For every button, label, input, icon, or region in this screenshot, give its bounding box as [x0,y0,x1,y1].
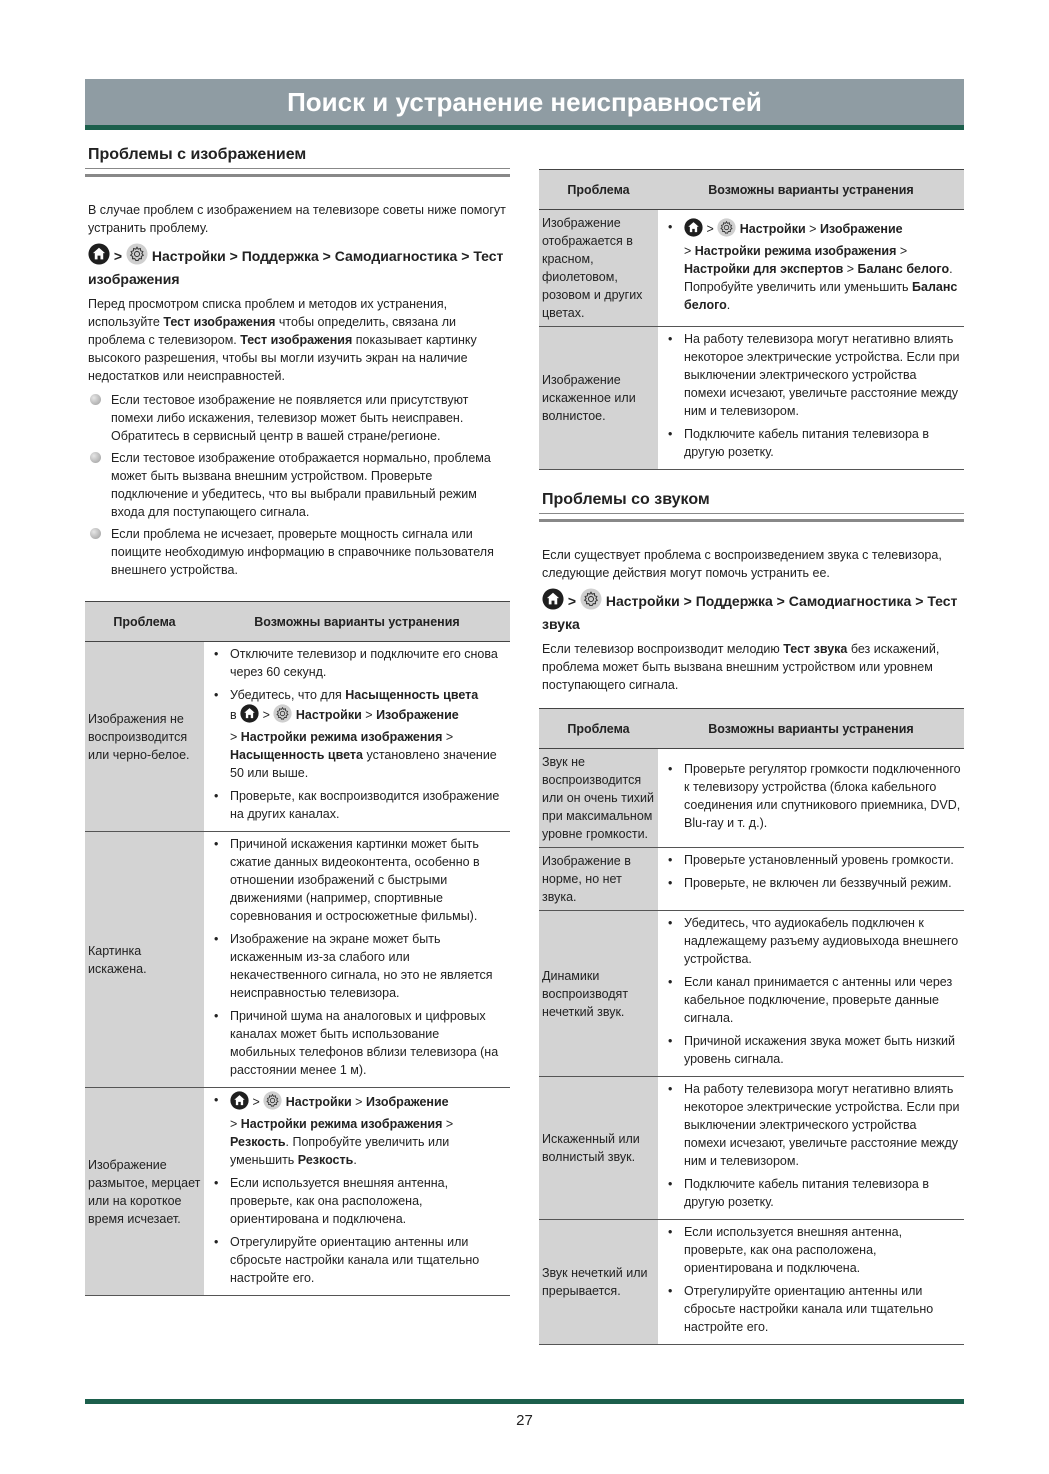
list-item [88,525,510,579]
solution-item: • Отрегулируйте ориентацию антенны или сбросьте настройки канала или тщательно настройте его. [212,1233,508,1287]
list-item-text: Если тестовое изображение отображается нормально, проблема может быть вызвана внешним устройством. Проверьте подключение и убедитесь, что вы выбрали правильный режим входа для поступающего сигнала. [111,451,491,519]
right-column [539,169,964,1345]
sound-problems-table [539,708,964,1345]
solution-item: • Отключите телевизор и подключите его снова через 60 секунд. [212,645,508,681]
text-run: в [230,708,237,722]
picture-problems-table [85,601,510,1296]
table-row [539,749,964,848]
problem-cell: Звук не воспроизводится или он очень тихий при максимальном уровне громкости. [539,749,658,848]
solution-item: • Если канал принимается с антенны или через кабельное подключение, проверьте данные сигнала. [666,973,962,1027]
problem-cell: Изображения не воспроизводится или черно-белое. [85,642,204,832]
path-item: Поддержка [695,593,773,609]
text-run: Попробуйте увеличить или уменьшить [684,279,913,294]
bullet-dot-icon [90,394,101,405]
picture-intro: В случае проблем с изображением на телевизоре советы ниже помогут устранить проблему. [88,203,506,235]
text-run-bold: Тест звука [783,642,848,656]
column-header-solutions: Возможны варианты устранения [658,170,964,210]
solution-item: • Подключите кабель питания телевизора в другую розетку. [666,425,962,461]
title-underline [85,125,964,130]
bullet-dot-icon [90,452,101,463]
solution-item: • Подключите кабель питания телевизора в другую розетку. [666,1175,962,1211]
text-run-bold: Баланс белого [684,279,958,312]
table-row [539,210,964,327]
solution-cell [658,1220,964,1345]
home-icon [230,1091,249,1115]
problem-cell: Картинка искажена. [85,832,204,1088]
text-run-bold: Тест изображения [163,315,276,329]
path-item: Тест изображения [88,248,504,287]
gear-icon [717,218,736,242]
sound-test-description [542,640,964,694]
solution-item: • Проверьте, не включен ли беззвучный режим. [666,874,962,892]
table-row [85,832,510,1088]
solution-item: • Проверьте установленный уровень громкости. [666,851,962,869]
solution-item: • На работу телевизора могут негативно влиять некоторое электрические устройства. Если при выключении электрического устройства помехи исчезают, увеличьте расстояние между ним и телевизором. [666,1080,962,1170]
text-run-bold: Настройки [295,708,362,722]
text-run-bold: Изображение [376,708,459,722]
table-row [85,642,510,832]
list-item-text: Если тестовое изображение не появляется или присутствуют помехи либо искажения, телевизор может быть неисправен. Обратитесь в сервисный центр в вашей стране/регионе. [111,393,469,443]
text-run: без искажений, проблема может быть вызвана внешним устройством или уровнем поступающего сигнала. [542,642,940,692]
text-run-bold: Насыщенность цвета [345,688,479,702]
list-item [88,391,510,445]
text-run: чтобы определить, связана ли проблема с телевизором. [88,315,456,347]
picture-problems-table-continued [539,169,964,470]
solution-cell [658,210,964,327]
section-title-picture: Проблемы с изображением [88,146,307,163]
text-run-bold: Настройки для экспертов [684,261,844,276]
text-run-bold: Настройки [285,1095,352,1109]
path-item: Настройки [151,248,226,264]
text-run: установлено значение 50 или выше. [230,748,497,780]
table-row [539,911,964,1077]
table-row [539,1077,964,1220]
text-run: Перед просмотром списка проблем и методов их устранения, используйте [88,297,448,329]
solution-item: • > Настройки > Изображение > Настройки режима изображения > Настройки для экспертов > Баланс белого. Попробуйте увеличить или уменьшить Баланс белого. [666,218,962,314]
page-title: Поиск и устранение неисправностей [85,79,964,125]
problem-cell: Звук нечеткий или прерывается. [539,1220,658,1345]
menu-path-sound-test: > Настройки > Поддержка > Самодиагностика > Тест звука [542,588,964,634]
solution-item: • Если используется внешняя антенна, проверьте, как она расположена, ориентирована и подключена. [666,1223,962,1277]
problem-cell: Динамики воспроизводят нечеткий звук. [539,911,658,1077]
home-icon [88,243,110,270]
text-run-bold: Настройки режима изображения [240,1117,443,1131]
sound-intro: Если существует проблема с воспроизведением звука с телевизора, следующие действия могут помочь устранить ее. [542,548,942,580]
home-icon [240,704,259,728]
solution-cell [658,749,964,848]
solution-cell [204,642,510,832]
text-run: Убедитесь, что для [230,688,346,702]
gear-icon [580,588,602,615]
path-item: Самодиагностика [788,593,912,609]
gear-icon [126,243,148,270]
text-run-bold: Резкость [230,1135,286,1149]
column-header-solutions: Возможны варианты устранения [658,709,964,749]
solution-cell [658,848,964,911]
problem-cell: Искаженный или волнистый звук. [539,1077,658,1220]
picture-test-description [88,295,510,385]
solution-cell [204,1088,510,1296]
bullet-dot-icon [90,528,101,539]
section-divider [539,513,964,522]
solution-cell [658,1077,964,1220]
text-run: Если телевизор воспроизводит мелодию [542,642,784,656]
table-row [85,1088,510,1296]
path-item: Поддержка [241,248,319,264]
solution-item: • Проверьте, как воспроизводится изображение на других каналах. [212,787,508,823]
home-icon [542,588,564,615]
text-run-bold: Изображение [819,221,903,236]
text-run-bold: Настройки [739,221,806,236]
text-run-bold: Изображение [365,1095,449,1109]
gear-icon [273,704,292,728]
solution-item: • Отрегулируйте ориентацию антенны или сбросьте настройки канала или тщательно настройте его. [666,1282,962,1336]
path-item: Настройки [605,593,680,609]
problem-cell: Изображение искаженное или волнистое. [539,327,658,470]
path-item: Тест звука [542,593,958,632]
footer-line [85,1399,964,1404]
menu-path-picture-test: > Настройки > Поддержка > Самодиагностика > Тест изображения [88,243,510,289]
section-divider [85,168,510,177]
solution-item: • Причиной искажения звука может быть низкий уровень сигнала. [666,1032,962,1068]
text-run-bold: Тест изображения [240,333,353,347]
table-row [539,848,964,911]
solution-item: • Причиной шума на аналоговых и цифровых каналах может быть использование мобильных телефонов вблизи телевизора (на расстоянии менее 1 м). [212,1007,508,1079]
text-run-bold: Насыщенность цвета [230,748,363,762]
column-header-problem: Проблема [539,709,658,749]
solution-item: • Причиной искажения картинки может быть сжатие данных видеоконтента, особенно в отношении изображений с быстрыми движениями (например, спортивные соревнования и остросюжетные фильмы). [212,835,508,925]
page-number: 27 [516,1412,533,1429]
solution-item: • Проверьте регулятор громкости подключенного к телевизору устройства (блока кабельного соединения или спутникового приемника, DVD, Blu-ray и т. д.). [666,760,962,832]
problem-cell: Изображение в норме, но нет звука. [539,848,658,911]
text-run-bold: Резкость [297,1153,354,1167]
solution-cell [658,911,964,1077]
section-title-sound: Проблемы со звуком [542,491,710,508]
column-header-problem: Проблема [539,170,658,210]
path-item: Самодиагностика [334,248,458,264]
column-header-problem: Проблема [85,602,204,642]
solution-item: • Убедитесь, что аудиокабель подключен к надлежащему разъему аудиовыхода внешнего устройства. [666,914,962,968]
text-run-bold: Настройки режима изображения [240,730,443,744]
solution-item: • Изображение на экране может быть искаженным из-за слабого или некачественного сигнала, но это не является неисправностью телевизора. [212,930,508,1002]
text-run: показывает картинку высокого разрешения, чтобы вы могли изучить экран на наличие недостатков или неисправностей. [88,333,477,383]
picture-test-list [88,391,510,579]
solution-cell [658,327,964,470]
left-column [85,143,510,1296]
gear-icon [263,1091,282,1115]
column-header-solutions: Возможны варианты устранения [204,602,510,642]
solution-item: • На работу телевизора могут негативно влиять некоторое электрические устройства. Если при выключении электрического устройства помехи исчезают, увеличьте расстояние между ним и телевизором. [666,330,962,420]
problem-cell: Изображение отображается в красном, фиолетовом, розовом и других цветах. [539,210,658,327]
solution-item: • > Настройки > Изображение > Настройки режима изображения > Резкость. Попробуйте увеличить или уменьшить Резкость. [212,1091,508,1169]
table-row [539,1220,964,1345]
list-item [88,449,510,521]
table-header-row [539,709,964,749]
table-header-row [85,602,510,642]
table-row [539,327,964,470]
solution-item: • Убедитесь, что для Насыщенность цвета в > Настройки > Изображение > Настройки режима изображения > Насыщенность цвета установлено значение 50 или выше. [212,686,508,782]
list-item-text: Если проблема не исчезает, проверьте мощность сигнала или поищите необходимую информацию в справочнике пользователя внешнего устройства. [111,527,494,577]
table-header-row [539,170,964,210]
text-run-bold: Настройки режима изображения [694,243,897,258]
solution-item: • Если используется внешняя антенна, проверьте, как она расположена, ориентирована и подключена. [212,1174,508,1228]
text-run-bold: Баланс белого [857,261,950,276]
home-icon [684,218,703,242]
text-run: . Попробуйте увеличить или уменьшить [230,1135,450,1167]
problem-cell: Изображение размытое, мерцает или на короткое время исчезает. [85,1088,204,1296]
solution-cell [204,832,510,1088]
